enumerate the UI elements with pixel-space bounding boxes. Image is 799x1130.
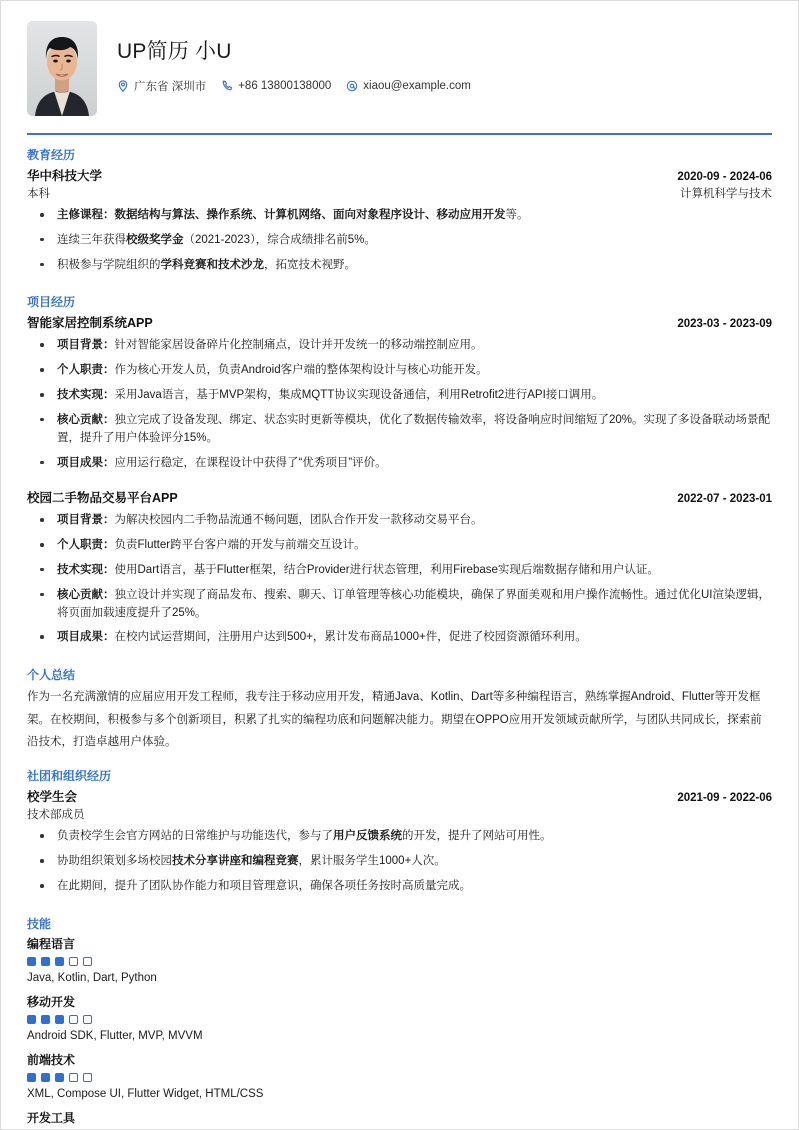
avatar	[27, 21, 97, 116]
education-major: 计算机科学与技术	[680, 188, 772, 200]
project-name: 校园二手物品交易平台APP	[27, 491, 178, 506]
list-item: 负责校学生会官方网站的日常维护与功能迭代，参与了用户反馈系统的开发，提升了网站可用性。	[27, 828, 772, 846]
skill-group	[27, 993, 772, 1042]
skill-name: 前端技术	[27, 1052, 76, 1067]
organization-points	[27, 828, 772, 895]
section-organization	[27, 767, 772, 895]
contact-email	[346, 80, 471, 92]
rating-dot	[27, 1073, 36, 1082]
skill-name: 开发工具	[27, 1110, 76, 1125]
rating-dot	[83, 1015, 92, 1024]
resume-header	[27, 1, 772, 116]
list-item: 连续三年获得校级奖学金（2021-2023），综合成绩排名前5%。	[27, 232, 772, 250]
section-title-projects: 项目经历	[27, 295, 76, 310]
list-item: 在此期间，提升了团队协作能力和项目管理意识，确保各项任务按时高质量完成。	[27, 878, 772, 896]
education-date: 2020-09 - 2024-06	[677, 171, 772, 183]
rating-dot	[41, 957, 50, 966]
skill-name: 移动开发	[27, 994, 76, 1009]
rating-dot	[27, 1015, 36, 1024]
rating-dot	[55, 957, 64, 966]
skill-group	[27, 1051, 772, 1100]
rating-dot	[41, 1073, 50, 1082]
section-projects	[27, 293, 772, 647]
list-item: 核心贡献：独立完成了设备发现、绑定、状态实时更新等模块，优化了数据传输效率，将设备响应时间缩短了20%。实现了多设备联动场景配置，提升了用户体验评分15%。	[27, 412, 772, 448]
section-title-skills: 技能	[27, 916, 52, 931]
education-degree: 本科	[27, 188, 50, 200]
rating-dot	[69, 1073, 78, 1082]
list-item: 个人职责：负责Flutter跨平台客户端的开发与前端交互设计。	[27, 537, 772, 555]
project-entry	[27, 488, 772, 647]
list-item: 项目背景：为解决校园内二手物品流通不畅问题，团队合作开发一款移动交易平台。	[27, 512, 772, 530]
email-at-icon	[346, 80, 358, 92]
rating-dot	[69, 1015, 78, 1024]
skill-items: Java, Kotlin, Dart, Python	[27, 971, 157, 984]
project-entry	[27, 313, 772, 472]
project-points	[27, 337, 772, 472]
project-name: 智能家居控制系统APP	[27, 316, 153, 331]
rating-dot	[41, 1015, 50, 1024]
education-school: 华中科技大学	[27, 169, 103, 183]
organization-date: 2021-09 - 2022-06	[677, 792, 772, 805]
organization-entry	[27, 787, 772, 895]
list-item: 技术实现：采用Java语言，基于MVP架构，集成MQTT协议实现设备通信，利用Retrofit2进行API接口调用。	[27, 387, 772, 405]
skill-rating	[27, 1073, 772, 1082]
list-item: 项目背景：针对智能家居设备碎片化控制痛点，设计并开发统一的移动端控制应用。	[27, 337, 772, 355]
rating-dot	[55, 1073, 64, 1082]
skill-items: Android SDK, Flutter, MVP, MVVM	[27, 1029, 203, 1042]
contact-phone	[221, 80, 331, 92]
phone-icon	[221, 80, 233, 92]
section-summary	[27, 666, 772, 753]
list-item: 协助组织策划多场校园技术分享讲座和编程竞赛，累计服务学生1000+人次。	[27, 853, 772, 871]
education-points	[27, 207, 772, 274]
education-entry	[27, 166, 772, 274]
list-item: 技术实现：使用Dart语言，基于Flutter框架，结合Provider进行状态管理，利用Firebase实现后端数据存储和用户认证。	[27, 562, 772, 580]
skill-rating	[27, 1015, 772, 1024]
identity-block	[117, 21, 480, 94]
organization-role: 技术部成员	[27, 809, 85, 822]
skill-name: 编程语言	[27, 936, 76, 951]
project-date: 2022-07 - 2023-01	[677, 493, 772, 506]
list-item: 主修课程：数据结构与算法、操作系统、计算机网络、面向对象程序设计、移动应用开发等。	[27, 207, 772, 225]
skill-rating	[27, 957, 772, 966]
project-date: 2023-03 - 2023-09	[677, 318, 772, 331]
contact-phone-text: +86 13800138000	[238, 80, 332, 92]
list-item: 核心贡献：独立设计并实现了商品发布、搜索、聊天、订单管理等核心功能模块，确保了界面美观和用户操作流畅性。通过优化UI渲染逻辑，将页面加载速度提升了25%。	[27, 587, 772, 623]
section-title-summary: 个人总结	[27, 668, 76, 683]
section-skills	[27, 915, 772, 1130]
location-pin-icon	[117, 80, 129, 92]
list-item: 积极参与学院组织的学科竞赛和技术沙龙，拓宽技术视野。	[27, 257, 772, 275]
list-item: 项目成果：应用运行稳定，在课程设计中获得了“优秀项目”评价。	[27, 455, 772, 473]
contact-row	[117, 78, 480, 94]
contact-location	[117, 78, 206, 94]
contact-email-text: xiaou@example.com	[363, 80, 471, 92]
header-divider	[27, 133, 772, 135]
project-points	[27, 512, 772, 647]
rating-dot	[83, 957, 92, 966]
section-title-organization: 社团和组织经历	[27, 769, 112, 784]
rating-dot	[55, 1015, 64, 1024]
rating-dot	[27, 957, 36, 966]
section-title-education: 教育经历	[27, 148, 76, 162]
organization-name: 校学生会	[27, 790, 78, 805]
page-title: UP简历 小U	[117, 40, 232, 63]
list-item: 个人职责：作为核心开发人员，负责Android客户端的整体架构设计与核心功能开发。	[27, 362, 772, 380]
contact-location-text: 广东省 深圳市	[134, 81, 207, 93]
rating-dot	[83, 1073, 92, 1082]
list-item: 项目成果：在校内试运营期间，注册用户达到500+，累计发布商品1000+件，促进了校园资源循环利用。	[27, 629, 772, 647]
skill-group	[27, 935, 772, 984]
skill-items: XML, Compose UI, Flutter Widget, HTML/CSS	[27, 1087, 264, 1100]
summary-text: 作为一名充满激情的应届应用开发工程师，我专注于移动应用开发，精通Java、Kotlin、Dart等多种编程语言，熟练掌握Android、Flutter等开发框架。在校期间，积极参与多个创新项目，积累了扎实的编程功底和问题解决能力。期望在OPPO应用开发领域贡献所学，与团队共同成长，探索前沿技术，打造卓越用户体验。	[27, 691, 762, 749]
rating-dot	[69, 957, 78, 966]
skill-group	[27, 1109, 772, 1130]
section-education	[27, 146, 772, 274]
